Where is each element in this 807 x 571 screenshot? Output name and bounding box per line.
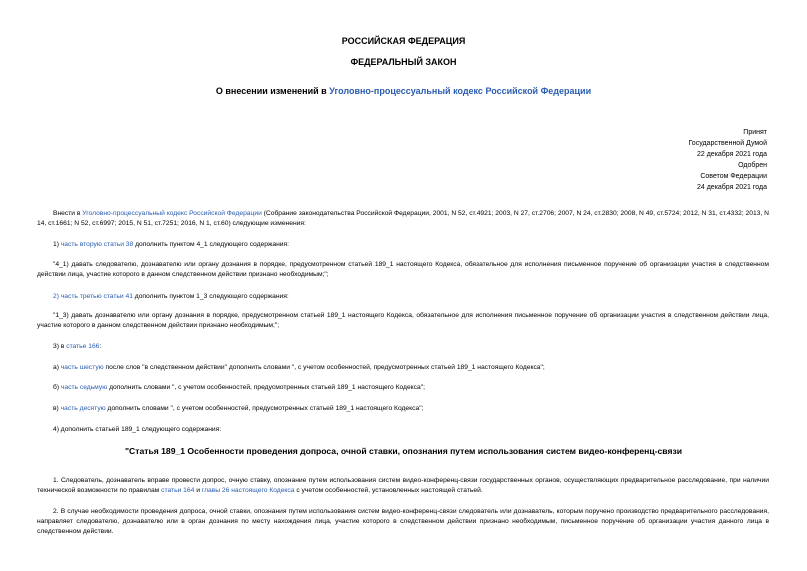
item-3-suffix: : [99, 343, 102, 350]
adoption-line: Принят [743, 129, 767, 136]
article-164-link[interactable]: статьи 164 [161, 487, 195, 495]
item-3b [53, 383, 769, 393]
item-3c-text: дополнить словами ", с учетом особенностей, предусмотренных статьей 189_1 настоящего Кодекса"; [105, 405, 424, 412]
adoption-line: Одобрен [738, 162, 767, 169]
item-1 [53, 240, 769, 250]
item-4: 4) дополнить статьей 189_1 следующего содержания: [53, 426, 222, 433]
country-heading: РОССИЙСКАЯ ФЕДЕРАЦИЯ [341, 36, 466, 46]
item-3c-prefix: в) [53, 405, 61, 412]
adoption-line: Советом Федерации [700, 173, 767, 180]
item-1-prefix: 1) [53, 241, 61, 248]
adoption-line: 24 декабря 2021 года [696, 184, 767, 191]
intro-prefix: Внести в [53, 210, 83, 217]
item-3-link[interactable]: статье 166 [66, 343, 100, 350]
item-2-number-link[interactable]: 2) [53, 293, 59, 300]
item-3-prefix: 3) в [53, 343, 67, 350]
law-title [0, 86, 807, 96]
adoption-line: 22 декабря 2021 года [696, 151, 767, 158]
para-1-mid: и [194, 487, 202, 495]
item-1-link[interactable]: часть вторую статьи 38 [60, 241, 134, 248]
intro-code-link[interactable]: Уголовно-процессуальный кодекс Российской Федерации [82, 210, 262, 217]
item-3c [53, 404, 769, 414]
para-1-text: 1. Следователь, дознаватель вправе провести допрос, очную ставку, опознание путем использования систем видео-конференц-связи государственных органов, осуществляющих предварительное расследование, при наличии технической возможности по правилам [37, 477, 769, 495]
adoption-block [688, 127, 767, 193]
item-3b-link[interactable]: часть седьмую [60, 384, 108, 391]
intro-text: (Собрание законодательства Российской Федерации, 2001, N 52, ст.4921; 2003, N 27, ст.2706; 2007, N 24, ст.2830; 2008, N 49, ст.5724; 2012, N 31, ст.4332; 2013, N 14, ст.1661; N 52, ст.6997; 2015, N 51, ст.7251; 2016, N 1, ст.60) следующие изменения: [37, 210, 769, 228]
adoption-line: Государственной Думой [688, 140, 767, 147]
quote-1: "4_1) давать следователю, дознавателю или органу дознания в порядке, предусмотренном статьей 189_1 настоящего Кодекса, обязательное для исполнения письменное поручение об организации участия в следственном действии лица, участие которого в данном следственном действии признано необходимым;"; [37, 261, 769, 279]
intro-paragraph [37, 209, 769, 229]
item-3b-prefix: б) [53, 384, 61, 391]
item-3a-link[interactable]: часть шестую [60, 364, 104, 371]
article-paragraph-2: 2. В случае необходимости проведения допроса, очной ставки, опознания путем использования систем видео-конференц-связи следователь или дознаватель, которым поручено производство предварительного расследования, направляет следователю, дознавателю или в орган дознания по месту нахождения лица, участие которого в следственном действии признано необходимым, письменное поручение об организации участия данного лица в следственном действии. [37, 508, 769, 536]
item-3a-text: после слов "в следственном действии" дополнить словами ", с учетом особенностей, предусмотренных статьей 189_1 настоящего Кодекса"; [103, 364, 545, 371]
para-1-end: с учетом особенностей, установленных настоящей статьей. [294, 487, 483, 495]
code-link[interactable]: Уголовно-процессуальный кодекс Российской Федерации [329, 86, 592, 96]
item-3a-prefix: а) [53, 364, 61, 371]
article-paragraph-1 [37, 476, 769, 496]
item-1-text: дополнить пунктом 4_1 следующего содержания: [133, 241, 290, 248]
item-3a [53, 363, 769, 373]
item-2-link[interactable]: часть третью статьи 41 [60, 293, 133, 300]
article-title: "Статья 189_1 Особенности проведения допроса, очной ставки, опознания путем использования систем видео-конференц-связи [124, 446, 683, 456]
item-2 [53, 292, 769, 302]
chapter-26-link[interactable]: главы 26 настоящего Кодекса [201, 487, 295, 495]
law-type-heading: ФЕДЕРАЛЬНЫЙ ЗАКОН [350, 57, 457, 67]
item-3c-link[interactable]: часть десятую [60, 405, 106, 412]
item-3 [53, 342, 769, 352]
law-title-prefix: О внесении изменений в [215, 86, 330, 96]
quote-2: "1_3) давать дознавателю или органу дознания в порядке, предусмотренном статьей 189_1 настоящего Кодекса, обязательное для исполнения письменное поручение об организации участия в следственном действии лица, участие которого в данном следственном действии признано необходимым;"; [37, 312, 769, 330]
item-2-text: дополнить пунктом 1_3 следующего содержания: [132, 293, 289, 300]
item-3b-text: дополнить словами ", с учетом особенностей, предусмотренных статьей 189_1 настоящего Кодекса"; [107, 384, 425, 391]
